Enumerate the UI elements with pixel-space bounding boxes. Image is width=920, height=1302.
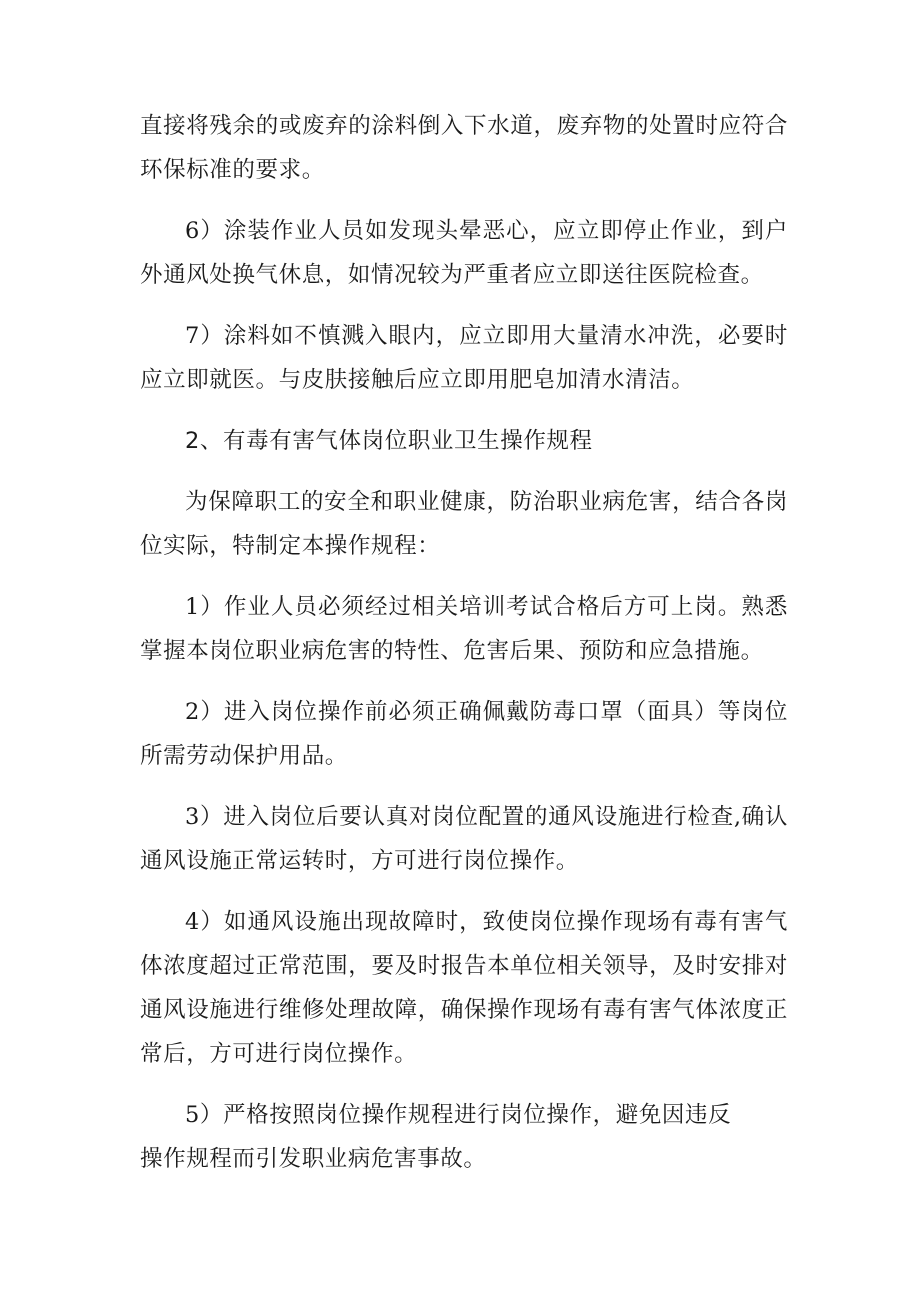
paragraph-continued: 直接将残余的或废弃的涂料倒入下水道，废弃物的处置时应符合环保标准的要求。 xyxy=(140,113,788,183)
section-heading: 2、有毒有害气体岗位职业卫生操作规程 xyxy=(185,428,593,454)
paragraph-rule-4: 4）如通风设施出现故障时，致使岗位操作现场有毒有害气体浓度超过正常范围，要及时报告本单位相关领导，及时安排对通风设施进行维修处理故障，确保操作现场有毒有害气体浓度正常后，方可进行岗位操作。 xyxy=(140,909,788,1067)
document-body xyxy=(140,104,788,1198)
paragraph-rule-1: 1）作业人员必须经过相关培训考试合格后方可上岗。熟悉掌握本岗位职业病危害的特性、危害后果、预防和应急措施。 xyxy=(140,594,788,664)
paragraph-intro: 为保障职工的安全和职业健康，防治职业病危害，结合各岗位实际，特制定本操作规程： xyxy=(140,489,788,559)
paragraph-rule-2: 2）进入岗位操作前必须正确佩戴防毒口罩（面具）等岗位所需劳动保护用品。 xyxy=(140,699,788,769)
paragraph-rule-5-continued: 操作规程而引发职业病危害事故。 xyxy=(140,1146,487,1172)
paragraph-rule-3: 3）进入岗位后要认真对岗位配置的通风设施进行检查,确认通风设施正常运转时，方可进行岗位操作。 xyxy=(140,804,788,874)
paragraph-item-7: 7）涂料如不慎溅入眼内，应立即用大量清水冲洗，必要时应立即就医。与皮肤接触后应立即用肥皂加清水清洁。 xyxy=(140,323,788,393)
paragraph-item-6: 6）涂装作业人员如发现头晕恶心，应立即停止作业，到户外通风处换气休息，如情况较为严重者应立即送往医院检查。 xyxy=(140,218,788,288)
paragraph-rule-5: 5）严格按照岗位操作规程进行岗位操作，避免因违反 xyxy=(185,1102,732,1128)
